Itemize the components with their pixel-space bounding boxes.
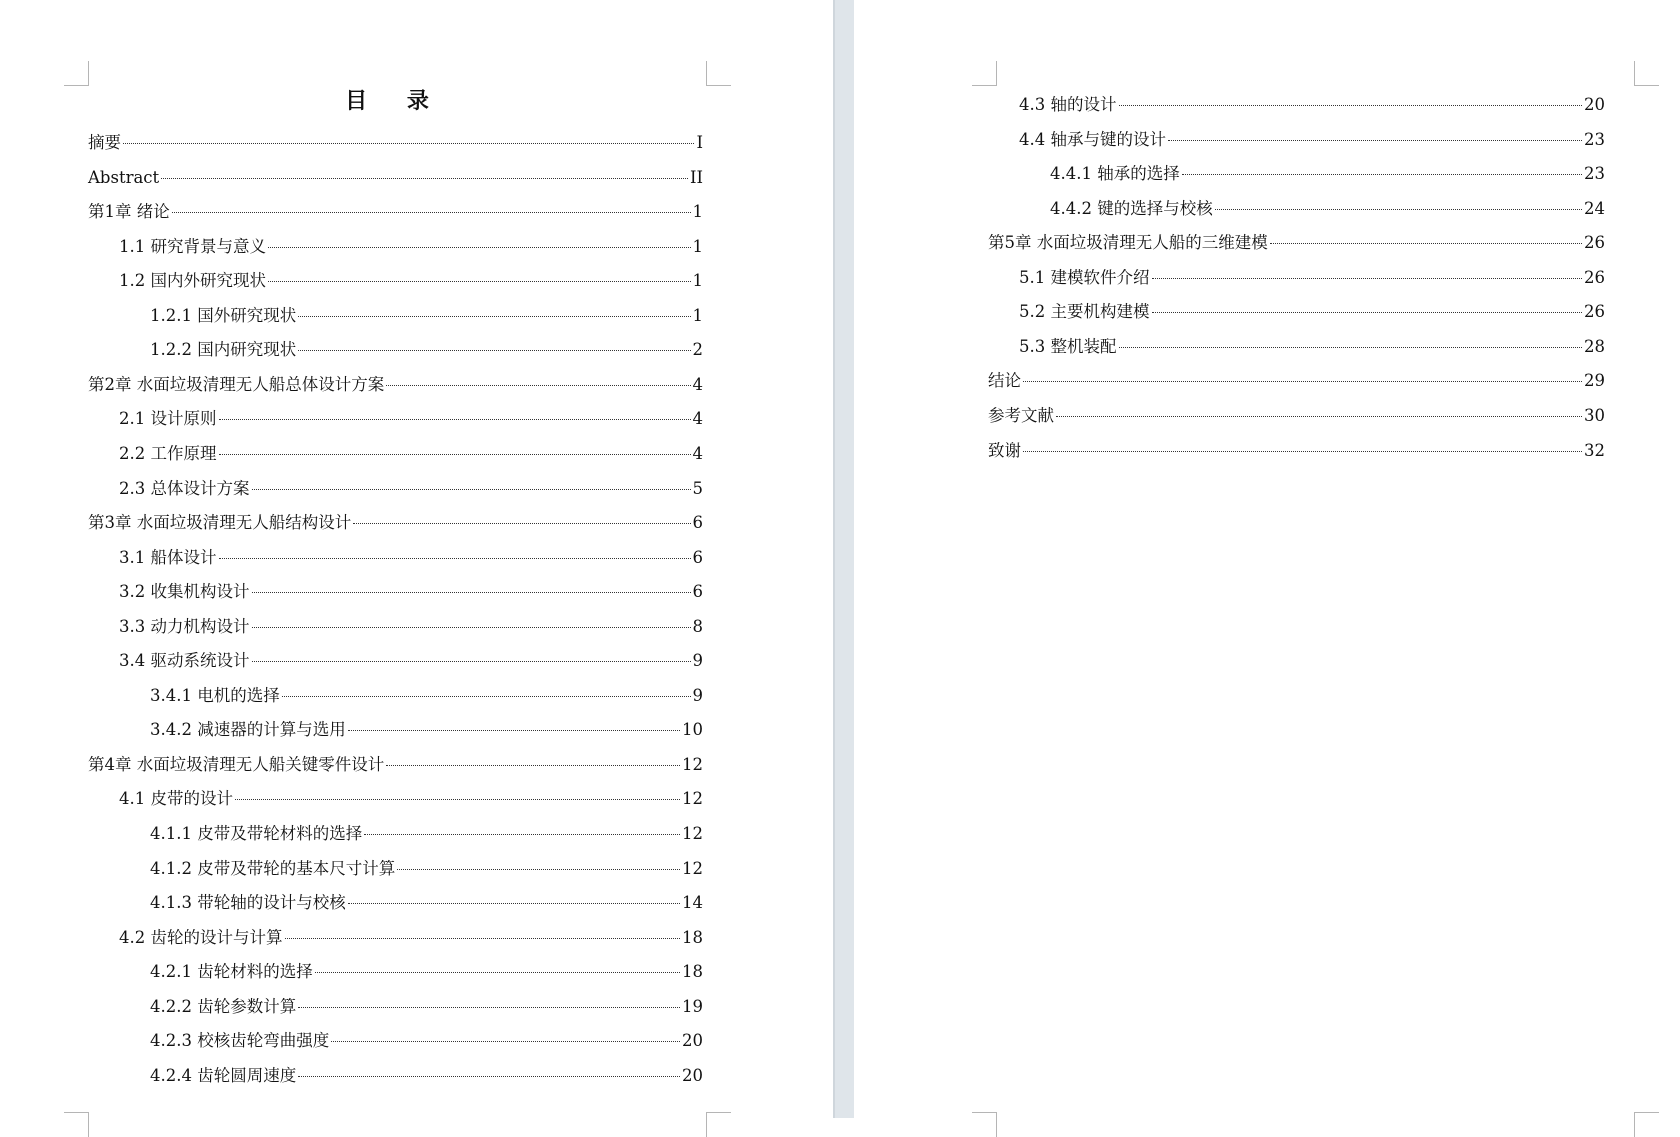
toc-entry[interactable] [150, 1028, 703, 1054]
toc-entry-label: 4.1.3 带轮轴的设计与校核 [150, 893, 346, 913]
toc-entry-label: Abstract [88, 167, 160, 187]
toc-dot-leader [1023, 451, 1582, 452]
toc-dot-leader [298, 1076, 680, 1077]
toc-entry-page: 12 [682, 754, 703, 774]
document-page-left [0, 0, 833, 1118]
toc-dot-leader [1152, 278, 1583, 279]
toc-entry[interactable] [988, 368, 1605, 394]
toc-dot-leader [1056, 416, 1582, 417]
toc-dot-leader [252, 627, 691, 628]
toc-entry-page: 4 [692, 374, 703, 394]
toc-entry[interactable] [88, 199, 703, 225]
toc-entry-label: 3.4.2 减速器的计算与选用 [150, 720, 346, 740]
toc-dot-leader [235, 799, 680, 800]
toc-entry[interactable] [119, 925, 703, 951]
toc-entry-label: 3.2 收集机构设计 [119, 582, 250, 602]
toc-dot-leader [161, 178, 688, 179]
toc-entry[interactable] [88, 165, 703, 191]
toc-entry-label: 1.2.2 国内研究现状 [150, 340, 297, 360]
toc-entry-label: 结论 [988, 371, 1021, 391]
crop-mark-bottom-right [706, 1112, 731, 1137]
toc-entry-page: 12 [682, 789, 703, 809]
toc-entry-label: 4.3 轴的设计 [1019, 95, 1117, 114]
toc-entry-label: 1.2 国内外研究现状 [119, 271, 266, 291]
toc-dot-leader [1168, 140, 1582, 141]
toc-entry[interactable] [150, 821, 703, 847]
toc-dot-leader [1023, 381, 1582, 382]
toc-dot-leader [348, 903, 680, 904]
toc-entry-label: 第2章 水面垃圾清理无人船总体设计方案 [88, 374, 385, 394]
toc-entry-page: 5 [692, 478, 703, 498]
toc-entry[interactable] [988, 403, 1605, 429]
toc-dot-leader [386, 765, 680, 766]
toc-entry[interactable] [150, 683, 703, 709]
toc-entry-page: 8 [692, 616, 703, 636]
toc-dot-leader [298, 316, 690, 317]
toc-entry-page: 20 [682, 1065, 703, 1085]
toc-entry-page: 26 [1584, 233, 1605, 253]
toc-entry[interactable] [1050, 196, 1605, 222]
toc-entry-page: 26 [1584, 267, 1605, 287]
toc-entry-label: 第5章 水面垃圾清理无人船的三维建模 [988, 233, 1268, 253]
toc-dot-leader [282, 696, 691, 697]
crop-mark-bottom-left [64, 1112, 89, 1137]
toc-entry-page: 20 [682, 1031, 703, 1051]
toc-entry-page: 23 [1584, 164, 1605, 184]
toc-dot-leader [298, 1007, 680, 1008]
toc-entry[interactable] [119, 648, 703, 674]
toc-entry-label: 第3章 水面垃圾清理无人船结构设计 [88, 513, 352, 533]
toc-entry[interactable] [988, 438, 1605, 464]
toc-entry[interactable] [119, 268, 703, 294]
toc-entry-page: 29 [1584, 371, 1605, 391]
toc-entry[interactable] [150, 959, 703, 985]
toc-entry-page: 14 [682, 893, 703, 913]
toc-dot-leader [1215, 209, 1582, 210]
toc-entry-page: 24 [1584, 198, 1605, 218]
toc-entry-page: 2 [692, 340, 703, 360]
toc-entry-page: 1 [692, 236, 703, 256]
toc-entry-page: 4 [692, 443, 703, 463]
crop-mark-top-left [64, 61, 89, 86]
toc-dot-leader [315, 972, 680, 973]
toc-entry-label: 第1章 绪论 [88, 202, 170, 222]
toc-entry[interactable] [88, 130, 703, 156]
toc-entry[interactable] [150, 856, 703, 882]
toc-entry-page: II [689, 167, 703, 187]
toc-dot-leader [219, 454, 691, 455]
toc-entry-label: 5.2 主要机构建模 [1019, 302, 1150, 322]
toc-entry[interactable] [119, 579, 703, 605]
toc-entry-label: 摘要 [88, 133, 121, 152]
toc-entry-label: 2.1 设计原则 [119, 409, 217, 429]
toc-entry-page: 28 [1584, 336, 1605, 356]
crop-mark-bottom-right [1634, 1112, 1659, 1137]
crop-mark-top-right [1634, 61, 1659, 86]
toc-dot-leader [252, 592, 691, 593]
toc-dot-leader [386, 385, 690, 386]
toc-entry-label: 致谢 [988, 440, 1021, 460]
toc-entry[interactable] [150, 1063, 703, 1089]
toc-entry[interactable] [119, 406, 703, 432]
toc-dot-leader [219, 419, 691, 420]
toc-dot-leader [397, 869, 680, 870]
toc-entry[interactable] [988, 230, 1605, 256]
toc-entry-page: 10 [682, 720, 703, 740]
toc-entry-page: 20 [1584, 95, 1605, 114]
toc-entry-label: 4.1 皮带的设计 [119, 789, 233, 809]
toc-entry[interactable] [150, 994, 703, 1020]
toc-dot-leader [268, 247, 691, 248]
toc-entry-label: 4.4 轴承与键的设计 [1019, 129, 1166, 149]
toc-entry-label: 5.3 整机装配 [1019, 336, 1117, 356]
toc-dot-leader [172, 212, 691, 213]
toc-entry-page: 6 [692, 547, 703, 567]
crop-mark-top-right [706, 61, 731, 86]
crop-mark-bottom-left [972, 1112, 997, 1137]
toc-entry-label: 4.1.2 皮带及带轮的基本尺寸计算 [150, 858, 396, 878]
toc-entry[interactable] [1019, 265, 1605, 291]
toc-dot-leader [331, 1041, 680, 1042]
toc-entry-label: 3.1 船体设计 [119, 547, 217, 567]
toc-entry-label: 3.3 动力机构设计 [119, 616, 250, 636]
toc-entry-page: 12 [682, 858, 703, 878]
toc-dot-leader [268, 281, 691, 282]
toc-entry[interactable] [1019, 92, 1605, 118]
toc-entry-page: 1 [692, 202, 703, 222]
toc-entry-label: 4.2.2 齿轮参数计算 [150, 996, 297, 1016]
toc-entry-label: 2.2 工作原理 [119, 443, 217, 463]
toc-entry[interactable] [88, 372, 703, 398]
toc-entry-page: 19 [682, 996, 703, 1016]
toc-entry[interactable] [1019, 299, 1605, 325]
toc-dot-leader [252, 661, 691, 662]
document-page-right [854, 0, 1680, 1118]
toc-entry-label: 4.4.2 键的选择与校核 [1050, 198, 1213, 218]
toc-entry[interactable] [88, 510, 703, 536]
toc-entry-label: 1.1 研究背景与意义 [119, 236, 266, 256]
toc-entry-label: 4.1.1 皮带及带轮材料的选择 [150, 824, 363, 843]
toc-entry-label: 1.2.1 国外研究现状 [150, 305, 297, 325]
toc-entry-page: 23 [1584, 129, 1605, 149]
toc-entry[interactable] [150, 890, 703, 916]
toc-entry-label: 3.4 驱动系统设计 [119, 651, 250, 671]
toc-entry[interactable] [119, 545, 703, 571]
toc-entry-page: 9 [692, 685, 703, 705]
toc-entry-label: 4.4.1 轴承的选择 [1050, 164, 1180, 184]
toc-dot-leader [219, 558, 691, 559]
toc-entry[interactable] [119, 234, 703, 260]
toc-entry-label: 3.4.1 电机的选择 [150, 685, 280, 705]
toc-entry-label: 4.2.3 校核齿轮弯曲强度 [150, 1031, 330, 1051]
toc-dot-leader [1152, 312, 1583, 313]
toc-dot-leader [348, 730, 680, 731]
toc-entry-label: 5.1 建模软件介绍 [1019, 267, 1150, 287]
toc-dot-leader [123, 143, 694, 144]
toc-entry[interactable] [119, 441, 703, 467]
toc-entry-page: 18 [682, 927, 703, 947]
toc-entry-label: 4.2.1 齿轮材料的选择 [150, 962, 313, 982]
toc-entry[interactable] [150, 717, 703, 743]
toc-entry-page: 18 [682, 962, 703, 982]
toc-entry-label: 第4章 水面垃圾清理无人船关键零件设计 [88, 754, 385, 774]
toc-entry-page: 30 [1584, 405, 1605, 425]
toc-entry[interactable] [88, 752, 703, 778]
toc-dot-leader [1119, 105, 1583, 106]
toc-entry-page: 26 [1584, 302, 1605, 322]
toc-dot-leader [1182, 174, 1582, 175]
toc-entry-page: 4 [692, 409, 703, 429]
toc-entry[interactable] [1019, 334, 1605, 360]
toc-entry[interactable] [1050, 161, 1605, 187]
toc-entry-label: 参考文献 [988, 405, 1054, 425]
toc-entry-page: 6 [692, 513, 703, 533]
toc-entry[interactable] [1019, 127, 1605, 153]
toc-dot-leader [298, 350, 690, 351]
toc-entry[interactable] [150, 337, 703, 363]
page-gutter [833, 0, 854, 1118]
toc-dot-leader [285, 938, 681, 939]
toc-entry-page: 9 [692, 651, 703, 671]
toc-dot-leader [353, 523, 690, 524]
toc-dot-leader [252, 489, 691, 490]
toc-dot-leader [1119, 347, 1583, 348]
toc-entry-page: 12 [682, 824, 703, 843]
toc-title: 目 录 [345, 88, 445, 114]
toc-dot-leader [364, 834, 680, 835]
toc-entry-page: 1 [692, 305, 703, 325]
toc-entry-page: 6 [692, 582, 703, 602]
toc-entry[interactable] [119, 786, 703, 812]
toc-entry-page: I [696, 133, 703, 152]
toc-entry-label: 4.2.4 齿轮圆周速度 [150, 1065, 297, 1085]
crop-mark-top-left [972, 61, 997, 86]
toc-entry-label: 2.3 总体设计方案 [119, 478, 250, 498]
toc-dot-leader [1270, 243, 1582, 244]
toc-entry-page: 32 [1584, 440, 1605, 460]
toc-entry-page: 1 [692, 271, 703, 291]
toc-entry[interactable] [119, 614, 703, 640]
toc-entry[interactable] [119, 476, 703, 502]
toc-entry[interactable] [150, 303, 703, 329]
toc-entry-label: 4.2 齿轮的设计与计算 [119, 927, 283, 947]
